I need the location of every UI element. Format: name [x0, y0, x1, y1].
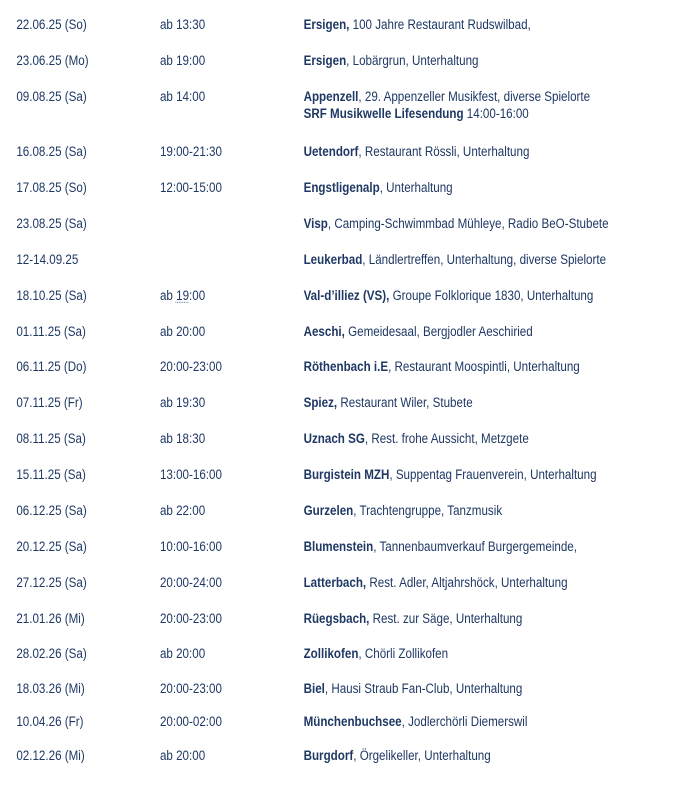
event-detail: Rest. Adler, Altjahrshöck, Unterhaltung: [366, 575, 568, 590]
event-place: Gurzelen: [303, 503, 354, 518]
event-detail: , Trachtengruppe, Tanzmusik: [353, 503, 503, 518]
event-description: [304, 215, 609, 232]
event-detail: , Restaurant Rössli, Unterhaltung: [358, 144, 530, 159]
event-place: Münchenbuchsee: [303, 714, 402, 729]
event-detail: , Hausi Straub Fan-Club, Unterhaltung: [324, 681, 523, 696]
event-detail: 100 Jahre Restaurant Rudswilbad,: [349, 17, 531, 32]
broadcast-time: 14:00-16:00: [463, 106, 529, 121]
event-detail: Restaurant Wiler, Stubete: [337, 395, 473, 410]
event-detail: Gemeidesaal, Bergjodler Aeschiried: [344, 324, 533, 339]
event-date: 07.11.25 (Fr): [16, 395, 83, 410]
event-description: [304, 747, 491, 764]
event-place: Leukerbad: [303, 252, 363, 267]
event-time: ab 18:30: [159, 431, 206, 446]
event-description: [304, 323, 533, 340]
event-date: 01.11.25 (Sa): [16, 324, 86, 339]
event-detail: , Chörli Zollikofen: [358, 646, 449, 661]
event-time: [160, 287, 205, 304]
event-description: [304, 179, 453, 196]
event-detail: , Suppentag Frauenverein, Unterhaltung: [389, 467, 597, 482]
event-place: Burgistein MZH: [303, 467, 390, 482]
event-description: [304, 610, 523, 627]
event-time: 20:00-23:00: [159, 611, 222, 626]
event-place: Appenzell: [303, 89, 359, 104]
event-place: Burgdorf: [303, 748, 354, 763]
event-time-suffix: :00: [189, 288, 206, 303]
event-time-hour: 19: [176, 288, 190, 303]
event-detail: , Jodlerchörli Diemerswil: [401, 714, 528, 729]
event-description: [304, 713, 528, 730]
event-detail: , Unterhaltung: [379, 180, 453, 195]
event-time: ab 20:00: [159, 324, 206, 339]
event-place: Ersigen,: [303, 17, 350, 32]
event-place: Val-d’illiez (VS),: [303, 288, 390, 303]
event-detail: , Ländlertreffen, Unterhaltung, diverse Spielorte: [362, 252, 607, 267]
event-description: [304, 430, 529, 447]
event-time-prefix: ab: [159, 288, 177, 303]
event-detail: , Lobärgrun, Unterhaltung: [346, 53, 479, 68]
event-description: [304, 680, 523, 697]
event-time: 20:00-23:00: [159, 681, 222, 696]
event-place: Aeschi,: [303, 324, 345, 339]
event-description: [304, 88, 591, 122]
event-date: 06.12.25 (Sa): [16, 503, 87, 518]
event-time: ab 19:00: [159, 53, 206, 68]
event-time: 20:00-24:00: [159, 575, 222, 590]
event-date: 23.06.25 (Mo): [16, 53, 89, 68]
event-place: Uetendorf: [303, 144, 359, 159]
event-description: [304, 466, 597, 483]
event-detail: Groupe Folklorique 1830, Unterhaltung: [389, 288, 594, 303]
event-time: 13:00-16:00: [159, 467, 222, 482]
event-detail: , 29. Appenzeller Musikfest, diverse Spielorte: [358, 89, 591, 104]
event-detail: Rest. zur Säge, Unterhaltung: [369, 611, 523, 626]
event-detail: , Tannenbaumverkauf Burgergemeinde,: [373, 539, 577, 554]
event-date: 17.08.25 (So): [16, 180, 87, 195]
event-time: ab 13:30: [159, 17, 206, 32]
event-place: Ersigen: [303, 53, 347, 68]
event-place: Latterbach,: [303, 575, 367, 590]
event-place: Visp: [303, 216, 328, 231]
event-date: 21.01.26 (Mi): [16, 611, 85, 626]
event-date: 12-14.09.25: [16, 252, 79, 267]
event-detail: , Camping-Schwimmbad Mühleye, Radio BeO-Stubete: [327, 216, 609, 231]
event-time: ab 14:00: [159, 89, 206, 104]
event-date: 02.12.26 (Mi): [16, 748, 85, 763]
event-date: 06.11.25 (Do): [16, 359, 87, 374]
event-description: [304, 502, 503, 519]
event-time: ab 20:00: [159, 748, 206, 763]
event-detail: , Restaurant Moospintli, Unterhaltung: [388, 359, 580, 374]
event-description: [304, 358, 580, 375]
event-date: 16.08.25 (Sa): [16, 144, 87, 159]
broadcast-label: SRF Musikwelle Lifesendung: [303, 106, 464, 121]
event-time: 12:00-15:00: [159, 180, 222, 195]
event-time: ab 19:30: [159, 395, 206, 410]
event-date: 27.12.25 (Sa): [16, 575, 87, 590]
event-date: 15.11.25 (Sa): [16, 467, 86, 482]
event-time: ab 20:00: [159, 646, 206, 661]
event-description: [304, 52, 479, 69]
event-place: Zollikofen: [303, 646, 359, 661]
event-place: Biel: [303, 681, 325, 696]
event-time: 20:00-02:00: [159, 714, 222, 729]
event-date: 18.03.26 (Mi): [16, 681, 85, 696]
event-description: [304, 645, 449, 662]
event-description: [304, 16, 531, 33]
event-date: 09.08.25 (Sa): [16, 89, 87, 104]
event-description: [304, 251, 606, 268]
event-place: Engstligenalp: [303, 180, 380, 195]
event-time: 10:00-16:00: [159, 539, 222, 554]
event-date: 22.06.25 (So): [16, 17, 87, 32]
event-date: 20.12.25 (Sa): [16, 539, 87, 554]
event-detail: , Örgelikeller, Unterhaltung: [353, 748, 491, 763]
event-date: 28.02.26 (Sa): [16, 646, 87, 661]
event-description: [304, 394, 473, 411]
event-date: 18.10.25 (Sa): [16, 288, 87, 303]
event-detail: , Rest. frohe Aussicht, Metzgete: [364, 431, 529, 446]
event-time: ab 22:00: [159, 503, 206, 518]
event-place: Röthenbach i.E: [303, 359, 389, 374]
event-place: Uznach SG: [303, 431, 365, 446]
event-time: 20:00-23:00: [159, 359, 222, 374]
event-date: 08.11.25 (Sa): [16, 431, 86, 446]
event-description: [304, 574, 568, 591]
event-description: [304, 287, 594, 304]
event-description: [304, 143, 530, 160]
event-place: Rüegsbach,: [303, 611, 370, 626]
event-place: Blumenstein: [303, 539, 374, 554]
event-date: 10.04.26 (Fr): [16, 714, 84, 729]
event-place: Spiez,: [303, 395, 338, 410]
event-time: 19:00-21:30: [159, 144, 222, 159]
event-date: 23.08.25 (Sa): [16, 216, 87, 231]
event-description: [304, 538, 577, 555]
